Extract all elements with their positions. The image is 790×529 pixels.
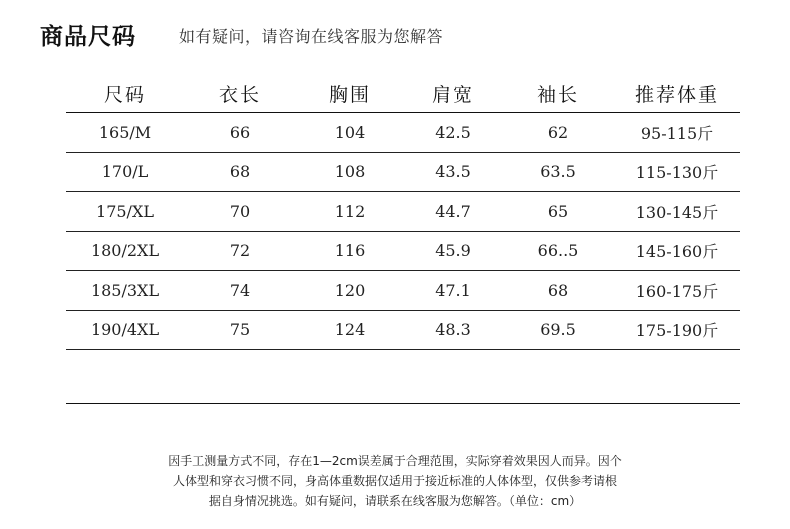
cell-shoulder: 43.5 <box>435 162 471 182</box>
header-length: 衣长 <box>218 83 261 106</box>
table-row <box>66 192 740 232</box>
cell-sleeve: 65 <box>547 201 569 221</box>
table-row <box>66 153 740 193</box>
cell-sleeve: 68 <box>547 280 569 300</box>
cell-chest: 104 <box>334 122 366 142</box>
cell-weight: 130-145斤 <box>635 202 719 222</box>
cell-chest: 124 <box>334 320 366 340</box>
table-header-row <box>66 74 740 113</box>
cell-length: 75 <box>229 320 251 340</box>
cell-size: 185/3XL <box>90 280 160 300</box>
header-sleeve: 袖长 <box>536 83 579 106</box>
cell-length: 70 <box>229 201 251 221</box>
notice-line: 据自身情况挑选。如有疑问，请联系在线客服为您解答。（单位：cm） <box>208 494 582 508</box>
cell-weight: 95-115斤 <box>640 123 714 143</box>
header-shoulder: 肩宽 <box>431 83 474 106</box>
table-row <box>66 311 740 351</box>
cell-sleeve: 63.5 <box>540 162 576 182</box>
cell-weight: 160-175斤 <box>635 281 719 301</box>
cell-size: 165/M <box>98 122 152 142</box>
table-row <box>66 271 740 311</box>
cell-weight: 175-190斤 <box>635 321 719 341</box>
cell-size: 175/XL <box>96 201 154 221</box>
notice-line: 人体型和穿衣习惯不同，身高体重数据仅适用于接近标准的人体体型，仅供参考请根 <box>172 474 617 488</box>
cell-size: 190/4XL <box>90 320 160 340</box>
measurement-notice <box>0 451 790 511</box>
cell-chest: 116 <box>334 241 366 261</box>
cell-sleeve: 66..5 <box>537 241 579 261</box>
cell-shoulder: 44.7 <box>435 201 471 221</box>
notice-line: 因手工测量方式不同，存在1—2cm误差属于合理范围，实际穿着效果因人而异。因个 <box>168 454 622 468</box>
cell-sleeve: 62 <box>547 122 569 142</box>
header-weight: 推荐体重 <box>634 83 719 106</box>
size-table <box>66 74 740 404</box>
cell-size: 170/L <box>101 162 149 182</box>
cell-size: 180/2XL <box>90 241 160 261</box>
cell-chest: 108 <box>334 162 366 182</box>
header-chest: 胸围 <box>328 83 371 106</box>
cell-shoulder: 42.5 <box>435 122 471 142</box>
table-empty-row <box>66 350 740 404</box>
cell-shoulder: 47.1 <box>435 280 471 300</box>
cell-weight: 115-130斤 <box>635 163 719 183</box>
page-subtitle: 如有疑问，请咨询在线客服为您解答 <box>179 27 444 46</box>
cell-sleeve: 69.5 <box>540 320 576 340</box>
cell-shoulder: 48.3 <box>435 320 471 340</box>
cell-length: 72 <box>229 241 251 261</box>
header-size: 尺码 <box>103 83 146 106</box>
table-row <box>66 113 740 153</box>
cell-weight: 145-160斤 <box>635 242 719 262</box>
cell-chest: 112 <box>334 201 366 221</box>
table-row <box>66 232 740 272</box>
cell-chest: 120 <box>334 280 366 300</box>
cell-length: 66 <box>229 122 251 142</box>
cell-length: 74 <box>229 280 251 300</box>
page-title: 商品尺码 <box>40 24 136 50</box>
cell-length: 68 <box>229 162 251 182</box>
cell-shoulder: 45.9 <box>435 241 471 261</box>
